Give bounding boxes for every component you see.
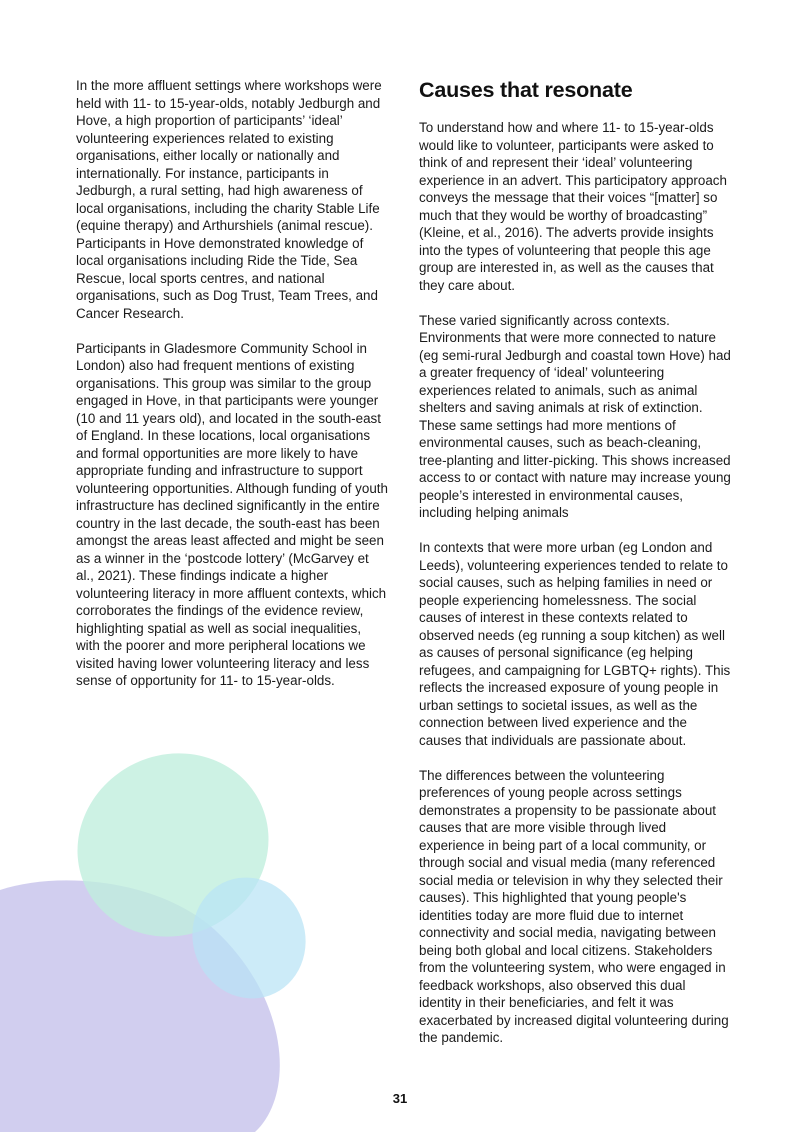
sky-blob-shape (176, 862, 323, 1015)
mint-blob-shape (45, 720, 301, 970)
right-paragraph-3: In contexts that were more urban (eg London and Leeds), volunteering experiences tended to relate to social causes, such as helping families in need or people experiencing homelessness. The social causes of interest in these contexts related to observed needs (eg running a soup kitchen) as well as causes of personal significance (eg helping refugees, and campaigning for LGBTQ+ rights). This reflects the increased exposure of young people in urban settings to societal issues, as well as the connection between lived experience and the causes that individuals are passionate about. (419, 540, 731, 748)
right-column (419, 119, 731, 1064)
right-paragraph-4: The differences between the volunteering preferences of young people across settings demonstrates a propensity to be passionate about causes that are more visible through lived experience in being part of a local community, or through social and visual media (many referenced social media or television in why they selected their causes). This highlighted that young people's identities today are more fluid due to internet connectivity and social media, navigating between being both global and local citizens. Stakeholders from the volunteering system, who were engaged in feedback workshops, also observed this dual identity in their beneficiaries, and felt it was exacerbated by increased digital volunteering during the pandemic. (419, 767, 729, 1045)
right-paragraph-2: These varied significantly across contexts. Environments that were more connected to nature (eg semi-rural Jedburgh and coastal town Hove) had a greater frequency of ‘ideal’ volunteering experiences related to animals, such as animal shelters and saving animals at risk of extinction. These same settings had more mentions of environmental causes, such as beach-cleaning, tree-planting and litter-picking. This shows increased access to or contact with nature may increase young people’s interested in environmental causes, including helping animals (419, 312, 731, 520)
section-heading: Causes that resonate (419, 78, 633, 102)
left-column (76, 77, 388, 707)
page-number: 31 (392, 1091, 408, 1106)
right-paragraph-1: To understand how and where 11- to 15-year-olds would like to volunteer, participants were asked to think of and represent their ‘ideal’ volunteering experience in an advert. This participatory approach conveys the message that their voices “[matter] so much that they would be worthy of broadcasting” (Kleine, et al., 2016). The adverts provide insights into the types of volunteering that people this age group are interested in, as well as the causes that they care about. (419, 120, 727, 293)
left-paragraph-1: In the more affluent settings where workshops were held with 11- to 15-year-olds, notably Jedburgh and Hove, a high proportion of participants’ ‘ideal’ volunteering experiences related to existing organisations, either locally or nationally and internationally. For instance, participants in Jedburgh, a rural setting, had high awareness of local organisations, including the charity Stable Life (equine therapy) and Arthurshiels (animal rescue). Participants in Hove demonstrated knowledge of local organisations including Ride the Tide, Sea Rescue, local sports centres, and national organisations, such as Dog Trust, Team Trees, and Cancer Research. (76, 78, 382, 321)
left-paragraph-2: Participants in Gladesmore Community School in London) also had frequent mentions of existing organisations. This group was similar to the group engaged in Hove, in that participants were younger (10 and 11 years old), and located in the south-east of England. In these locations, local organisations and formal opportunities are more likely to have appropriate funding and infrastructure to support volunteering opportunities. Although funding of youth infrastructure has declined significantly in the entire country in the last decade, the south-east has been amongst the areas least affected and might be seen as a winner in the ‘postcode lottery’ (McGarvey et al., 2021). These findings indicate a higher volunteering literacy in more affluent contexts, which corroborates the findings of the evidence review, highlighting spatial as well as social inequalities, with the poorer and more peripheral locations we visited having lower volunteering literacy and less sense of opportunity for 11- to 15-year-olds. (76, 340, 388, 688)
